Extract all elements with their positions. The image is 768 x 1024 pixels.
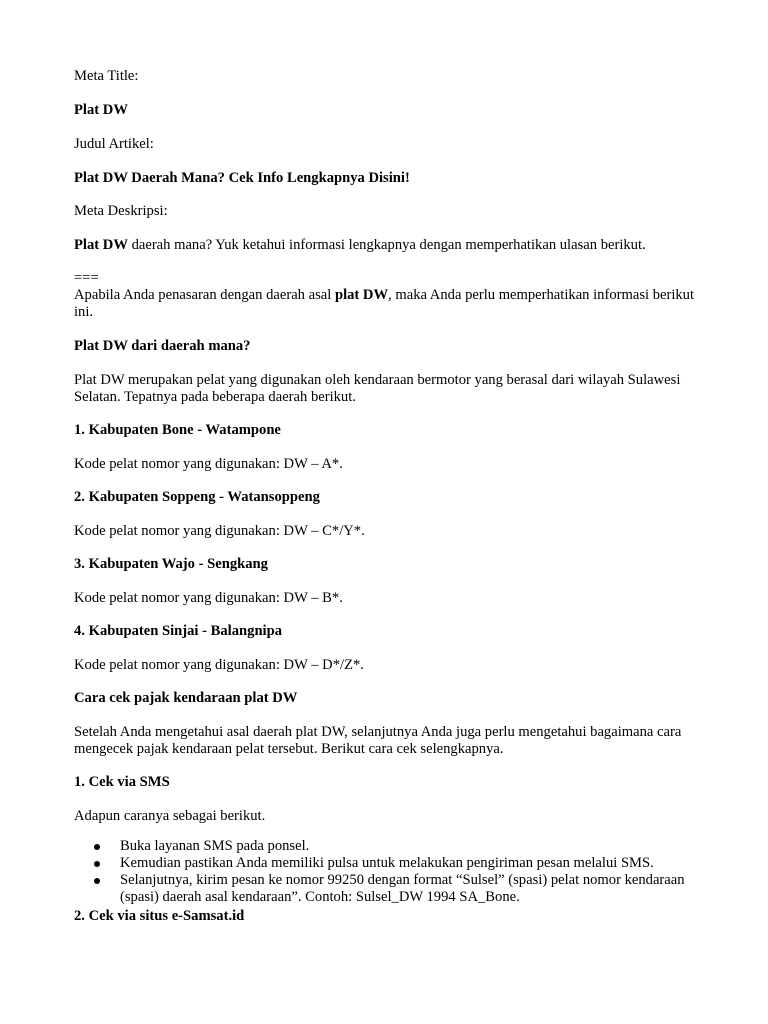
- sms-steps-list: [74, 838, 704, 906]
- sms-heading: 1. Cek via SMS: [74, 774, 170, 790]
- sms-intro: Adapun caranya sebagai berikut.: [74, 808, 266, 824]
- region-2-code: Kode pelat nomor yang digunakan: DW – C*/Y*.: [74, 523, 365, 539]
- meta-title-label: Meta Title:: [74, 68, 139, 84]
- bullet-icon: [94, 861, 100, 867]
- heading-tax-check: Cara cek pajak kendaraan plat DW: [74, 690, 298, 706]
- heading-origin: Plat DW dari daerah mana?: [74, 338, 251, 354]
- region-3-code: Kode pelat nomor yang digunakan: DW – B*.: [74, 590, 343, 606]
- meta-title-value: Plat DW: [74, 102, 128, 118]
- paragraph-tax-check: Setelah Anda mengetahui asal daerah plat DW, selanjutnya Anda juga perlu mengetahui bagaimana cara mengecek pajak kendaraan pelat tersebut. Berikut cara cek selengkapnya.: [74, 724, 682, 757]
- meta-desc-rest: daerah mana? Yuk ketahui informasi lengkapnya dengan memperhatikan ulasan berikut.: [127, 237, 646, 253]
- region-1-code: Kode pelat nomor yang digunakan: DW – A*.: [74, 456, 343, 472]
- paragraph-origin: Plat DW merupakan pelat yang digunakan oleh kendaraan bermotor yang berasal dari wilayah Sulawesi Selatan. Tepatnya pada beberapa daerah berikut.: [74, 372, 681, 405]
- sms-step-3: Selanjutnya, kirim pesan ke nomor 99250 dengan format “Sulsel” (spasi) pelat nomor kendaraan (spasi) daerah asal kendaraan”. Contoh: Sulsel_DW 1994 SA_Bone.: [120, 872, 685, 905]
- meta-desc-bold: Plat DW: [74, 237, 128, 253]
- meta-desc-text: [74, 237, 704, 254]
- list-item: [74, 855, 704, 872]
- region-4-title: 4. Kabupaten Sinjai - Balangnipa: [74, 623, 283, 639]
- list-item: [74, 838, 704, 855]
- region-4-code: Kode pelat nomor yang digunakan: DW – D*/Z*.: [74, 657, 364, 673]
- region-2-title: 2. Kabupaten Soppeng - Watansoppeng: [74, 489, 320, 505]
- intro-bold: plat DW: [334, 287, 389, 303]
- separator: ===: [74, 270, 99, 286]
- sms-step-1: Buka layanan SMS pada ponsel.: [120, 838, 310, 854]
- sms-step-2: Kemudian pastikan Anda memiliki pulsa untuk melakukan pengiriman pesan melalui SMS.: [120, 855, 654, 871]
- bullet-icon: [94, 878, 100, 884]
- intro-paragraph: [74, 287, 704, 321]
- region-1-title: 1. Kabupaten Bone - Watampone: [74, 422, 281, 438]
- list-item: [74, 872, 704, 906]
- samsat-heading: 2. Cek via situs e-Samsat.id: [74, 908, 245, 924]
- region-3-title: 3. Kabupaten Wajo - Sengkang: [74, 556, 268, 572]
- judul-value: Plat DW Daerah Mana? Cek Info Lengkapnya Disini!: [74, 170, 410, 186]
- intro-after: , maka Anda perlu memperhatikan informasi berikut ini.: [74, 287, 695, 320]
- intro-before: Apabila Anda penasaran dengan daerah asal: [74, 287, 335, 303]
- meta-desc-label: Meta Deskripsi:: [74, 203, 168, 219]
- judul-label: Judul Artikel:: [74, 136, 154, 152]
- bullet-icon: [94, 844, 100, 850]
